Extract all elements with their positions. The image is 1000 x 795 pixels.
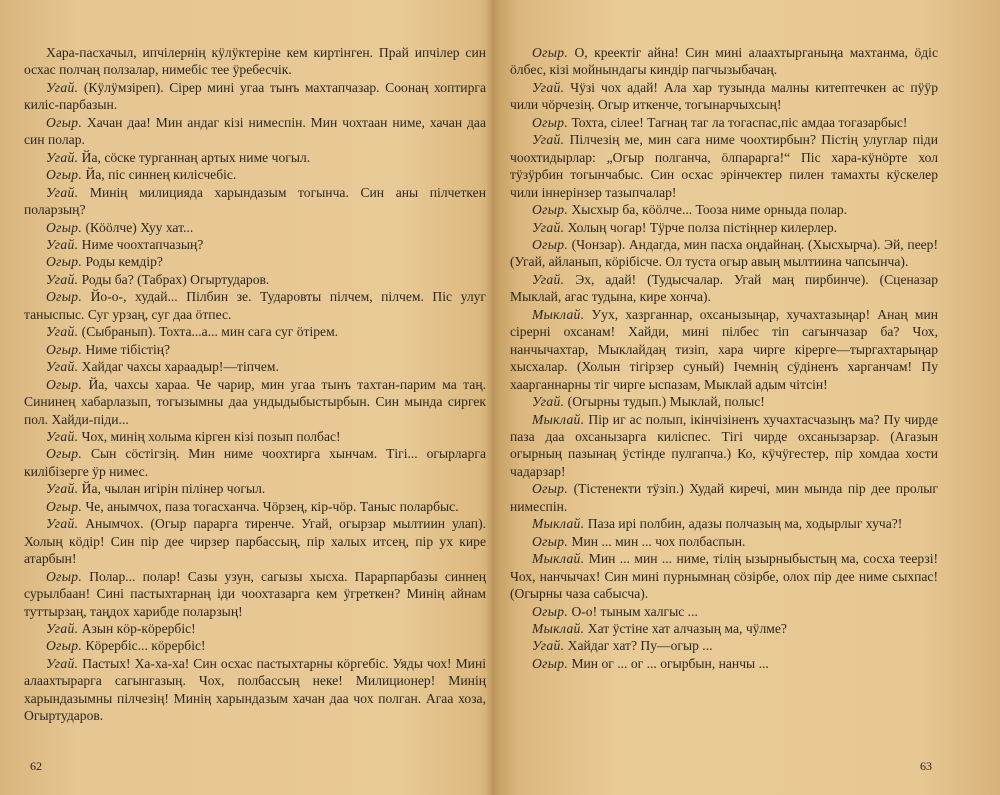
dialogue-paragraph [24,166,486,183]
speaker-name: Угай. [46,149,79,165]
speaker-name: Огыр. [46,446,83,462]
dialogue-paragraph [24,480,486,497]
dialogue-text: Тохта, сілее! Тагнаң таг ла тогаспас,піс амдаа тогазарбыс! [571,114,908,130]
dialogue-paragraph [510,271,938,306]
left-page-number: 62 [30,759,42,773]
dialogue-text: Йа, піс синнең килісчебіс. [85,167,237,183]
dialogue-paragraph [24,219,486,236]
dialogue-text: Минің милицияда харындазым тогынча. Син аны пілчеткен поларзың? [24,184,486,218]
dialogue-paragraph [510,201,938,218]
dialogue-paragraph [510,620,938,637]
speaker-name: Огыр. [532,603,569,619]
speaker-name: Угай. [532,271,565,287]
dialogue-paragraph [24,271,486,288]
speaker-name: Огыр. [46,638,83,654]
dialogue-text: Ниме чоохтапчазың? [81,236,204,252]
dialogue-paragraph [24,358,486,375]
speaker-name: Угай. [532,132,565,148]
dialogue-paragraph [510,655,938,672]
dialogue-paragraph [24,44,486,79]
speaker-name: Угай. [46,516,79,532]
dialogue-paragraph [24,114,486,149]
dialogue-text: Азын кӧр-кӧрербіс! [81,620,196,636]
dialogue-text: Пастых! Ха-ха-ха! Син осхас пастыхтарны кӧргебіс. Уяды чох! Мині алаахтырарга сагынгазың. Чох, полбассың неке! Милиционер! Минің харындазымны пілчезің! Минің харындазым хачан даа чох полган. Агаа хоза, Огыртударов. [24,655,487,724]
dialogue-text: Чӱзі чох адай! Ала хар тузында малны китептечкен ас пӱӱр чили чӧрчезің. Огыр иткенче, тогынарчыхсың! [510,79,938,113]
speaker-name: Угай. [46,324,79,340]
dialogue-text: Мин ог ... ог ... огырбын, нанчы ... [571,655,769,671]
speaker-name: Огыр. [532,114,569,130]
dialogue-paragraph [510,236,938,271]
dialogue-paragraph [24,655,486,725]
speaker-name: Угай. [46,481,79,497]
dialogue-paragraph [24,323,486,340]
dialogue-paragraph [510,219,938,236]
speaker-name: Огыр. [532,481,569,497]
dialogue-paragraph [24,376,486,428]
speaker-name: Мыклай. [532,620,585,636]
dialogue-text: Холың чогар! Тӱрче полза пістіңнер килерлер. [567,219,838,235]
speaker-name: Огыр. [46,219,83,235]
dialogue-paragraph [24,341,486,358]
speaker-name: Угай. [46,655,79,671]
dialogue-paragraph [510,411,938,481]
speaker-name: Угай. [532,79,565,95]
dialogue-text: Йа, чахсы хараа. Че чарир, мин угаа тынъ тахтан-парим ма таң. Сининең хабарлазып, тогызымны даа ундыдыбыстырбын. Син мында сиргек пол. Хайди-піди... [24,376,486,427]
book-spine [486,0,500,795]
speaker-name: Огыр. [532,45,569,60]
dialogue-text: Сын сӧстігзің. Мин ниме чоохтирга хынчам. Тігі... огырларга килібізерге ӱр нимес. [24,446,486,479]
dialogue-text: Чох, минің холыма кірген кізі позып полбас! [81,428,341,444]
dialogue-paragraph [24,637,486,654]
left-page [0,0,488,795]
dialogue-paragraph [24,620,486,637]
dialogue-text: Мин ... мин ... ниме, тілің ызырныбыстың ма, сосха теерзі! Чох, нанчычах! Син мині пурнымнаң сӧзірбе, олох пір дее ниме сыхпас! (Огырны чаза сабысча). [510,551,939,602]
dialogue-paragraph [24,236,486,253]
speaker-name: Мыклай. [532,551,585,567]
dialogue-text: Кӧрербіс... кӧрербіс! [85,638,206,654]
dialogue-text: Хара-пасхачыл, ипчілернің кӱлӱктеріне кем киртінген. Прай ипчілер син осхас полчаң ползалар, нимебіс тее ӱребесчік. [24,45,486,78]
dialogue-text: (Тістенекти тӱзіп.) Худай киречі, мин мында пір дее пролыг нимеспін. [510,481,938,514]
dialogue-text: (Кӧӧлче) Хуу хат... [85,219,194,235]
dialogue-paragraph [510,550,938,602]
speaker-name: Огыр. [46,289,83,305]
speaker-name: Огыр. [46,167,83,183]
speaker-name: Огыр. [532,202,569,218]
speaker-name: Огыр. [532,236,569,252]
right-page-number: 63 [920,759,932,773]
speaker-name: Угай. [46,79,79,95]
dialogue-paragraph [510,515,938,532]
dialogue-paragraph [24,515,486,567]
speaker-name: Огыр. [46,376,83,392]
dialogue-paragraph [510,114,938,131]
speaker-name: Угай. [46,184,79,200]
dialogue-text: Ниме тібістің? [85,341,171,357]
speaker-name: Угай. [532,219,565,235]
speaker-name: Огыр. [532,533,569,549]
right-page [500,0,1000,795]
dialogue-paragraph [24,79,486,114]
dialogue-text: Анымчох. (Огыр парарга тиренче. Угай, огырзар мылтиин улап). Холың кӧдір! Син пір дее чирзер парбассың, пір халых итсең, пір ух кире атарбын! [24,516,486,567]
dialogue-paragraph [510,637,938,654]
dialogue-text: Хайдаг чахсы хараадыр!—тіпчем. [81,359,279,375]
dialogue-text: Хайдаг хат? Пу—огыр ... [567,638,713,654]
dialogue-text: Йа, сӧске турганнаң артых ниме чогыл. [81,149,311,165]
speaker-name: Огыр. [46,114,83,130]
dialogue-paragraph [24,445,486,480]
speaker-name: Мыклай. [532,306,585,322]
speaker-name: Угай. [46,359,79,375]
dialogue-text: (Сыбранып). Тохта...а... мин сага суг ӧтірем. [81,324,339,340]
dialogue-paragraph [510,603,938,620]
dialogue-paragraph [24,288,486,323]
dialogue-paragraph [24,498,486,515]
speaker-name: Мыклай. [532,516,585,532]
speaker-name: Угай. [532,394,565,410]
speaker-name: Мыклай. [532,411,585,427]
speaker-name: Угай. [532,638,565,654]
dialogue-paragraph [510,79,938,114]
dialogue-paragraph [24,184,486,219]
dialogue-paragraph [510,533,938,550]
speaker-name: Угай. [46,620,79,636]
speaker-name: Огыр. [532,655,569,671]
dialogue-paragraph [24,428,486,445]
dialogue-text: Пір иг ас полып, ікінчізіненъ хучахтасчазыңъ ма? Пу чирде паза даа охсанызарга киліспес. Тігі чирде охсанызарзар. (Агазын огырның пазынаң ӱстінде пулгапча.) Ко, кӱчӱгестер, пір хомдаа хости чадарзар! [510,411,938,479]
dialogue-paragraph [510,131,938,201]
dialogue-text: О-о! тыным халгыс ... [571,603,698,619]
dialogue-text: Эх, адай! (Тудысчалар. Угай маң пирбинче). (Сценазар Мыклай, агас тудына, кире хонча). [510,271,938,305]
dialogue-text: Йо-о-, худай... Пілбин зе. Тударовты пілчем, пілчем. Піс улуг таныспыс. Суг урзаң, суг даа ӧтпес. [24,289,486,322]
dialogue-text: О, креектіг айна! Син мині алаахтырганыңа махтанма, ӧдіс ӧлбес, кізі мойнындагы киндір пагчызыбачаң. [510,45,938,78]
dialogue-paragraph [510,306,938,393]
dialogue-text: (Чонзар). Андагда, мин пасха оңдайнаң. (Хысхырча). Эй, пеер! (Угай, айланып, кӧрібісче. Ол туста огыр авың мылтиина чапсынча). [510,236,938,270]
speaker-name: Огыр. [46,254,83,270]
dialogue-text: Мин ... мин ... чох полбаспын. [571,533,746,549]
dialogue-text: Хысхыр ба, кӧӧлче... Тооза ниме орныда полар. [571,202,848,218]
dialogue-text: Паза ирі полбин, адазы полчазың ма, ходырлыг хуча?! [587,516,903,532]
dialogue-text: Пілчезің ме, мин сага ниме чоохтирбын? Пістің улуглар піди чоохтидырлар: „Огыр полганча, ӧлпарарга!“ Піс хара-кӱнӧрте хол тӱзӱрбин тогынчабыс. Син осхас эрінчектер пилен тамахты кӱскелер чили іннерінзер тазыпчалар! [510,132,938,200]
dialogue-text: Че, анымчох, паза тогасханча. Чӧрзең, кір-чӧр. Таныс поларбыс. [85,498,459,514]
dialogue-text: Хат ӱстіне хат алчазың ма, чӱлме? [587,620,787,636]
dialogue-paragraph [24,253,486,270]
dialogue-paragraph [510,44,938,79]
speaker-name: Огыр. [46,341,83,357]
dialogue-paragraph [24,149,486,166]
dialogue-text: Полар... полар! Сазы узун, сагызы хысха. Парарпарбазы синнең сурылбаан! Сині пастыхтарнаң іди чоохтазарга кем ӱгреткен? Минің айнам туттырзаң, таңдох харибде поларзың! [24,568,486,619]
dialogue-text: (Огырны тудып.) Мыклай, полыс! [567,394,765,410]
speaker-name: Огыр. [46,498,83,514]
speaker-name: Угай. [46,236,79,252]
dialogue-text: (Кӱлӱмзіреп). Сірер мині угаа тынъ махтапчазар. Соонаң хоптирга киліс-парбазын. [24,79,486,113]
dialogue-paragraph [510,480,938,515]
dialogue-paragraph [510,393,938,410]
speaker-name: Угай. [46,271,79,287]
speaker-name: Огыр. [46,568,83,584]
dialogue-text: Роды кемдір? [85,254,163,270]
left-page-text [24,44,486,725]
right-page-text [510,44,938,672]
speaker-name: Угай. [46,428,79,444]
dialogue-text: Хачан даа! Мин андаг кізі нимеспін. Мин чохтаан ниме, хачан даа син полар. [24,114,486,148]
dialogue-text: Йа, чылан игірін пілінер чогыл. [81,481,266,497]
dialogue-text: Уух, хазрганнар, охсанызыңар, хучахтазыңар! Анаң мин сірерні охсанам! Хайди, мині пілбес тіп сагынчазар ба? Чох, нанчычахтар, Мыклайдаң тизіп, хара чирге кірерге—тыргахтарыңар хысхалар. (Холын тігірзер суный) Ічемнің сӱдіненъ харганчам! Пу хаарганнарны тіг чирге ыспазам, Мыклай адым чітсін! [510,306,938,392]
dialogue-paragraph [24,568,486,620]
dialogue-text: Роды ба? (Табрах) Огыртударов. [81,271,270,287]
